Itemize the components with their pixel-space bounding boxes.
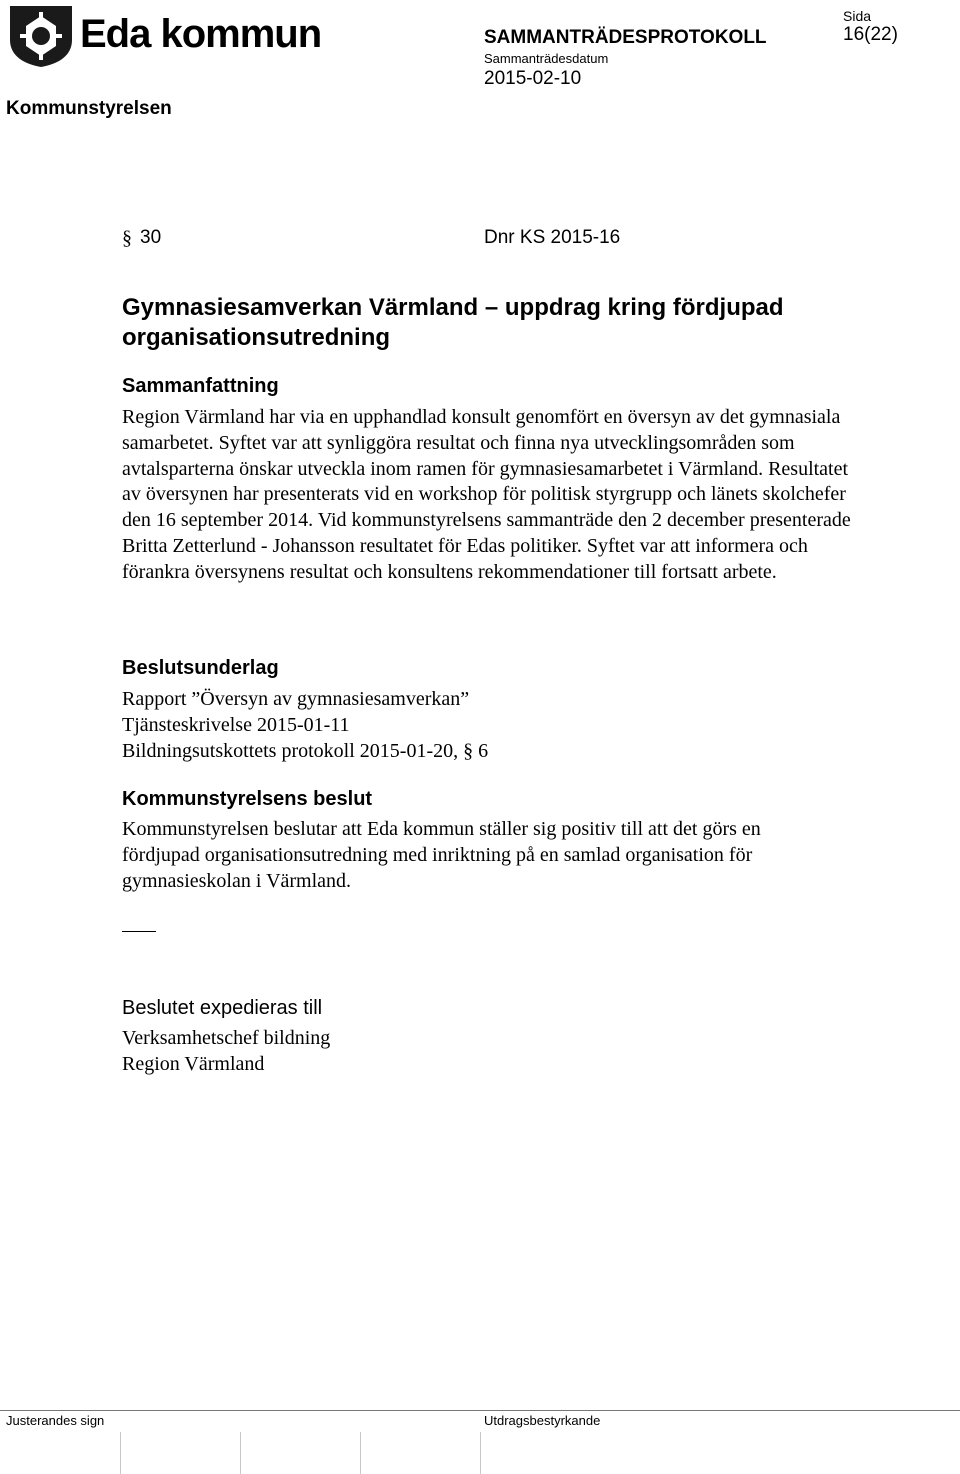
eda-kommun-crest-icon bbox=[6, 4, 76, 68]
item-title: Gymnasiesamverkan Värmland – uppdrag kring fördjupad organisationsutredning bbox=[122, 294, 784, 351]
dispatch-recipient: Verksamhetschef bildning bbox=[122, 1027, 331, 1049]
meeting-date: 2015-02-10 bbox=[484, 68, 582, 89]
meeting-date-label: Sammanträdesdatum bbox=[484, 51, 609, 66]
page-label: Sida bbox=[843, 8, 872, 24]
paragraph-mark: § bbox=[122, 227, 132, 249]
signature-box-divider bbox=[240, 1432, 241, 1474]
decision-basis-item: Rapport ”Översyn av gymnasiesamverkan” bbox=[122, 688, 470, 710]
document-type: SAMMANTRÄDESPROTOKOLL bbox=[484, 27, 767, 48]
decision-basis-item: Tjänsteskrivelse 2015-01-11 bbox=[122, 714, 350, 736]
dispatch-heading: Beslutet expedieras till bbox=[122, 997, 323, 1019]
extract-certification-label: Utdragsbestyrkande bbox=[484, 1413, 601, 1428]
decision-heading: Kommunstyrelsens beslut bbox=[122, 788, 373, 810]
decision-text: Kommunstyrelsen beslutar att Eda kommun ställer sig positiv till att det görs en fördjupad organisationsutredning med inriktning på en samlad organisation för gymnasieskolan i Värmland. bbox=[122, 818, 761, 892]
decision-basis-item: Bildningsutskottets protokoll 2015-01-20, § 6 bbox=[122, 740, 489, 762]
item-number: 30 bbox=[140, 227, 162, 248]
summary-text: Region Värmland har via en upphandlad konsult genomfört en översyn av det gymnasiala samarbetet. Syftet var att synliggöra resultat och finna nya utvecklingsområden som avtalsparterna önskar utveckla inom ramen för gymnasiesamarbetet i Värmland. Resultatet av översynen har presenterats vid en workshop för politisk styrgrupp och länets skolchefer den 16 september 2014. Vid kommunstyrelsens sammanträde den 2 december presenterade Britta Zetterlund - Johansson resultatet för Edas politiker. Syftet var att informera och förankra översynens resultat och konsultens rekommendationer till fortsatt arbete. bbox=[122, 406, 851, 583]
summary-heading: Sammanfattning bbox=[122, 375, 279, 397]
signature-box-divider bbox=[480, 1432, 481, 1474]
logo-wordmark: Eda kommun bbox=[80, 12, 322, 56]
adjuster-sign-label: Justerandes sign bbox=[6, 1413, 105, 1428]
page-number: 16(22) bbox=[843, 24, 898, 45]
dispatch-recipient: Region Värmland bbox=[122, 1053, 265, 1075]
footer-divider bbox=[0, 1410, 960, 1411]
org-unit: Kommunstyrelsen bbox=[6, 98, 172, 119]
decision-basis-heading: Beslutsunderlag bbox=[122, 657, 279, 679]
signature-box-divider bbox=[360, 1432, 361, 1474]
signature-box-divider bbox=[120, 1432, 121, 1474]
separator-rule bbox=[122, 931, 156, 932]
registration-number: Dnr KS 2015-16 bbox=[484, 227, 621, 248]
